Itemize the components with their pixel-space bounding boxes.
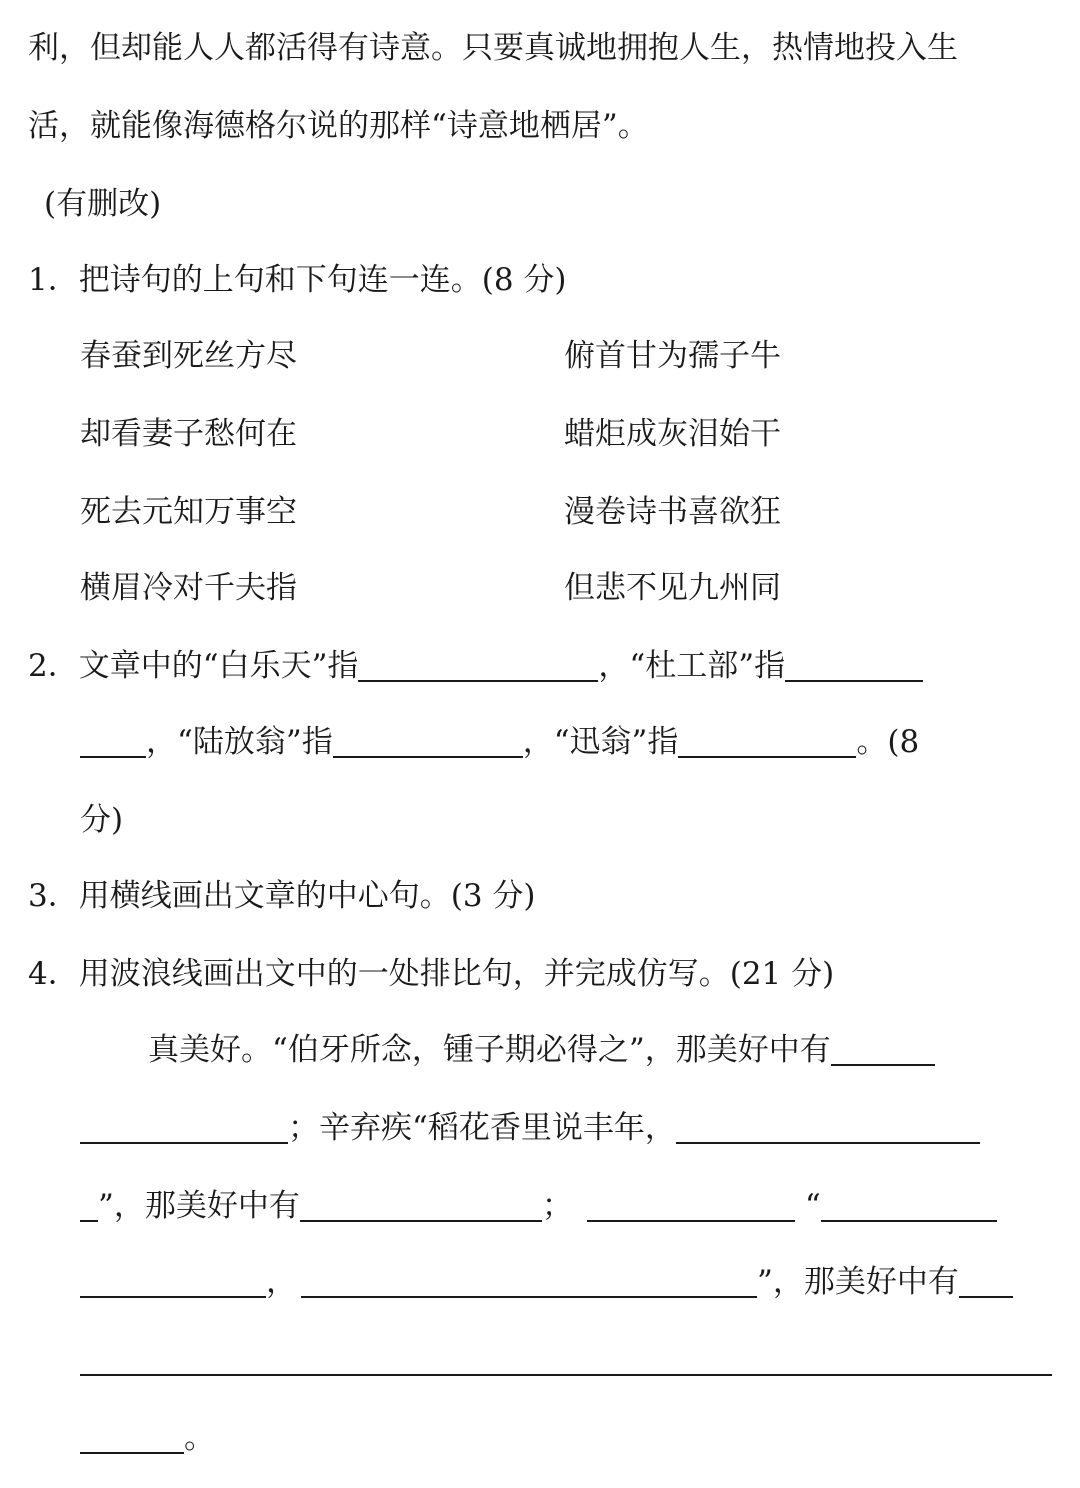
- question-1-title: 1．把诗句的上句和下句连一连。(8 分): [28, 262, 567, 298]
- q4-text-5: “: [804, 1188, 821, 1224]
- q4-text-8: 。: [184, 1420, 215, 1456]
- question-4-line-5: [80, 1340, 1052, 1380]
- blank-q4-3[interactable]: [300, 1188, 542, 1222]
- passage-line-1: 利，但却能人人都活得有诗意。只要真诚地拥抱人生，热情地投入生: [28, 30, 958, 66]
- q2-text-c: ，“陆放翁”指: [146, 724, 333, 760]
- q4-text-4: ；: [541, 1188, 573, 1224]
- question-4-line-1: [148, 1030, 935, 1070]
- blank-q4-7a[interactable]: [959, 1264, 1013, 1298]
- blank-q4-5a[interactable]: [821, 1188, 997, 1222]
- blank-q4-7b[interactable]: [80, 1342, 1052, 1376]
- passage-line-2: 活，就能像海德格尔说的那样“诗意地栖居”。: [28, 108, 649, 144]
- poem-left-4: 横眉冷对千夫指: [80, 570, 297, 606]
- poem-right-1: 俯首甘为孺子牛: [564, 338, 781, 374]
- poem-right-2: 蜡炬成灰泪始干: [564, 416, 781, 452]
- question-4-line-6: [80, 1418, 215, 1458]
- q2-text-e: 。(8: [856, 724, 920, 760]
- question-4-title: 4．用波浪线画出文中的一处排比句，并完成仿写。(21 分): [28, 956, 835, 992]
- blank-bailetian[interactable]: [358, 648, 598, 682]
- q4-text-2: ；辛弃疾“稻花香里说丰年，: [288, 1110, 676, 1146]
- blank-q4-7c[interactable]: [80, 1420, 184, 1454]
- q4-text-6: ，: [266, 1264, 297, 1300]
- q2-text-b: ，“杜工部”指: [598, 648, 786, 684]
- question-2-line-1: [28, 646, 923, 686]
- q2-text-a: 2．文章中的“白乐天”指: [28, 648, 359, 684]
- blank-q4-5b[interactable]: [80, 1264, 266, 1298]
- poem-left-3: 死去元知万事空: [80, 494, 297, 530]
- blank-q4-6[interactable]: [301, 1264, 757, 1298]
- q4-text-1: 真美好。“伯牙所念，锺子期必得之”，那美好中有: [148, 1032, 831, 1068]
- source-note: (有删改): [44, 186, 162, 222]
- blank-q4-1a[interactable]: [831, 1032, 935, 1066]
- blank-q4-2b[interactable]: [80, 1188, 98, 1222]
- blank-q4-1b[interactable]: [80, 1110, 288, 1144]
- blank-dugongbu-b[interactable]: [80, 724, 146, 758]
- blank-q4-2a[interactable]: [676, 1110, 980, 1144]
- poem-right-3: 漫卷诗书喜欲狂: [564, 494, 781, 530]
- question-2-line-2: [80, 722, 919, 762]
- question-4-line-3: [80, 1186, 997, 1226]
- question-2-line-3: 分): [80, 802, 124, 838]
- q4-text-3: ”，那美好中有: [98, 1188, 300, 1224]
- question-4-line-2: [80, 1108, 980, 1148]
- q2-text-d: ，“迅翁”指: [522, 724, 679, 760]
- question-3-title: 3．用横线画出文章的中心句。(3 分): [28, 878, 536, 914]
- blank-dugongbu-a[interactable]: [785, 648, 923, 682]
- question-4-line-4: [80, 1262, 1013, 1302]
- blank-q4-4[interactable]: [587, 1188, 795, 1222]
- q4-text-7: ”，那美好中有: [757, 1264, 959, 1300]
- poem-right-4: 但悲不见九州同: [564, 570, 781, 606]
- blank-lufangweng[interactable]: [333, 724, 523, 758]
- blank-xunweng[interactable]: [678, 724, 856, 758]
- poem-left-2: 却看妻子愁何在: [80, 416, 297, 452]
- poem-left-1: 春蚕到死丝方尽: [80, 338, 297, 374]
